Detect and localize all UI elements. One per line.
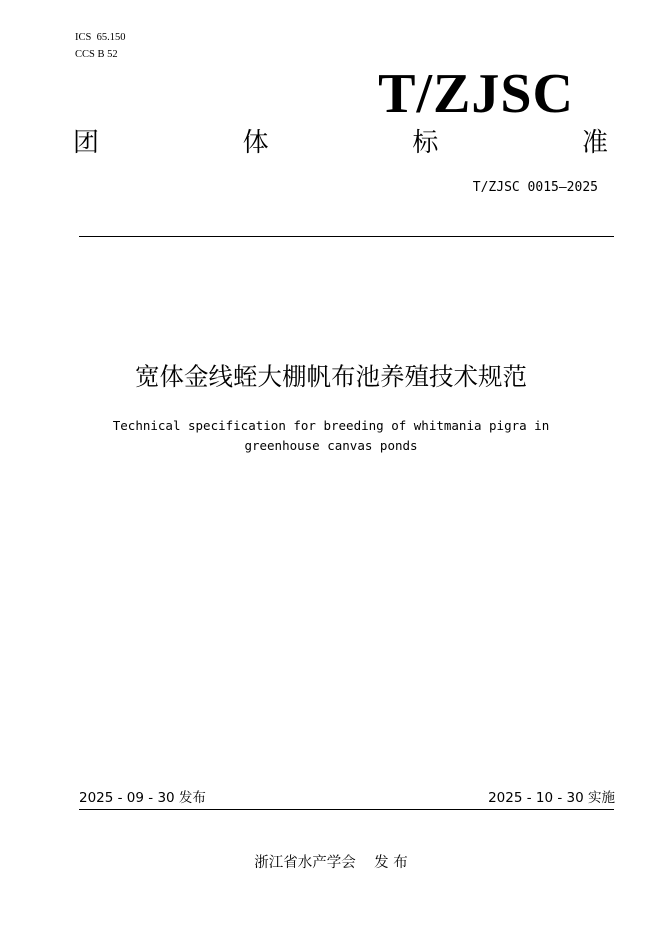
ics-code: ICS 65.150: [75, 32, 126, 43]
standard-number: T/ZJSC 0015—2025: [472, 180, 598, 195]
title-chinese: 宽体金线蛭大棚帆布池养殖技术规范: [135, 362, 527, 391]
title-english: Technical specification for breeding of whitmania pigra in greenhouse canvas ponds: [112, 418, 550, 453]
standard-type-char: 准: [581, 128, 608, 158]
bottom-divider: [79, 809, 614, 810]
top-divider: [79, 236, 614, 237]
standard-type-char: 团: [73, 128, 100, 158]
standard-type-char: 体: [242, 128, 269, 158]
standard-type: [73, 127, 608, 159]
standard-type-char: 标: [412, 128, 439, 158]
publisher: 浙江省水产学会 发 布: [254, 855, 408, 871]
organization-code: T/ZJSC: [378, 63, 574, 125]
ccs-code: CCS B 52: [75, 49, 118, 60]
implementation-date: 2025 - 10 - 30 实施: [488, 790, 615, 806]
issue-date: 2025 - 09 - 30 发布: [79, 790, 206, 806]
